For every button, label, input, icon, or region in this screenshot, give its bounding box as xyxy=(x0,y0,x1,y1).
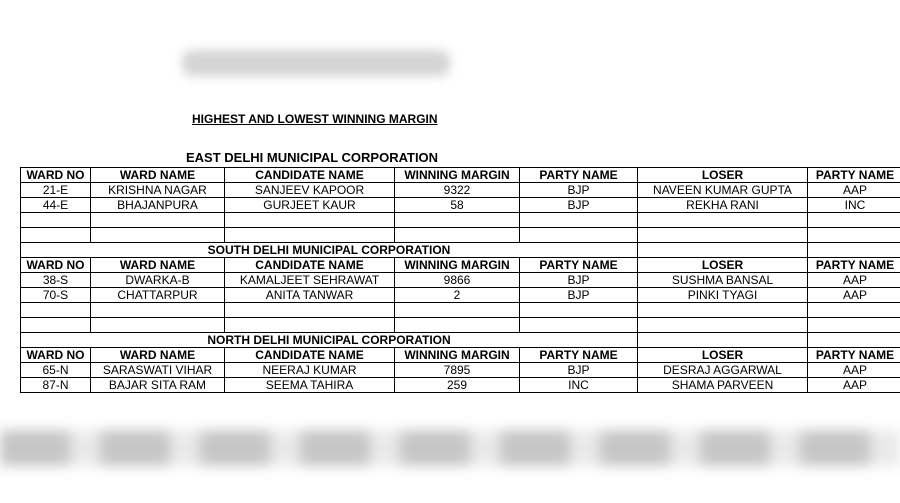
table-cell xyxy=(808,318,900,333)
table-cell xyxy=(21,228,91,243)
table-cell: 2 xyxy=(395,288,520,303)
column-header: LOSER xyxy=(638,258,808,273)
table-cell xyxy=(225,228,395,243)
table-cell: SUSHMA BANSAL xyxy=(638,273,808,288)
table-row xyxy=(21,273,900,288)
page-title: HIGHEST AND LOWEST WINNING MARGIN xyxy=(192,112,438,126)
header-row xyxy=(21,258,900,273)
table-cell: INC xyxy=(520,378,638,393)
table-cell: 58 xyxy=(395,198,520,213)
column-header: WARD NO xyxy=(21,168,91,183)
table-cell: GURJEET KAUR xyxy=(225,198,395,213)
table-cell xyxy=(225,318,395,333)
table-cell xyxy=(808,213,900,228)
table-cell xyxy=(91,213,225,228)
table-cell xyxy=(808,228,900,243)
column-header: LOSER xyxy=(638,348,808,363)
table-cell xyxy=(808,333,900,348)
header-row xyxy=(21,348,900,363)
table-cell: REKHA RANI xyxy=(638,198,808,213)
table-cell: AAP xyxy=(808,378,900,393)
column-header: PARTY NAME xyxy=(520,348,638,363)
table-cell: 44-E xyxy=(21,198,91,213)
table-row xyxy=(21,198,900,213)
section-heading: NORTH DELHI MUNICIPAL CORPORATION xyxy=(21,333,638,348)
column-header: WINNING MARGIN xyxy=(395,168,520,183)
table-cell xyxy=(520,318,638,333)
column-header: PARTY NAME xyxy=(520,258,638,273)
table-cell: SANJEEV KAPOOR xyxy=(225,183,395,198)
table-cell: 87-N xyxy=(21,378,91,393)
table-row xyxy=(21,378,900,393)
column-header: WINNING MARGIN xyxy=(395,348,520,363)
table-cell: BJP xyxy=(520,273,638,288)
table-cell xyxy=(638,318,808,333)
table-cell xyxy=(395,228,520,243)
table-cell: DESRAJ AGGARWAL xyxy=(638,363,808,378)
empty-row xyxy=(21,213,900,228)
table-cell: BJP xyxy=(520,198,638,213)
column-header: PARTY NAME xyxy=(520,168,638,183)
table-cell: NEERAJ KUMAR xyxy=(225,363,395,378)
winning-margin-table xyxy=(20,167,900,393)
table-cell: AAP xyxy=(808,273,900,288)
table-cell: BJP xyxy=(520,183,638,198)
table-cell xyxy=(638,243,808,258)
table-cell xyxy=(225,303,395,318)
section-heading: SOUTH DELHI MUNICIPAL CORPORATION xyxy=(21,243,638,258)
table-cell xyxy=(395,213,520,228)
table-cell xyxy=(395,303,520,318)
table-cell: BHAJANPURA xyxy=(91,198,225,213)
column-header: CANDIDATE NAME xyxy=(225,168,395,183)
table-cell xyxy=(395,318,520,333)
column-header: WARD NO xyxy=(21,258,91,273)
table-cell xyxy=(520,213,638,228)
section-title-row xyxy=(21,333,900,348)
table-cell: SHAMA PARVEEN xyxy=(638,378,808,393)
table-cell: NAVEEN KUMAR GUPTA xyxy=(638,183,808,198)
table-cell: 65-N xyxy=(21,363,91,378)
table-cell xyxy=(91,228,225,243)
table-cell: SEEMA TAHIRA xyxy=(225,378,395,393)
table-cell xyxy=(638,228,808,243)
table-cell: KRISHNA NAGAR xyxy=(91,183,225,198)
table-cell xyxy=(808,243,900,258)
section-title-row xyxy=(21,243,900,258)
table-row xyxy=(21,288,900,303)
section-heading-east: EAST DELHI MUNICIPAL CORPORATION xyxy=(186,150,439,165)
header-row xyxy=(21,168,900,183)
table-cell: DWARKA-B xyxy=(91,273,225,288)
table-cell xyxy=(520,228,638,243)
table-cell: 7895 xyxy=(395,363,520,378)
table-cell: ANITA TANWAR xyxy=(225,288,395,303)
table-row xyxy=(21,183,900,198)
column-header: PARTY NAME xyxy=(808,258,900,273)
table-cell: 259 xyxy=(395,378,520,393)
column-header: PARTY NAME xyxy=(808,348,900,363)
column-header: WARD NAME xyxy=(91,348,225,363)
column-header: WARD NAME xyxy=(91,258,225,273)
table-cell: 9866 xyxy=(395,273,520,288)
table-cell: 9322 xyxy=(395,183,520,198)
table-cell: BAJAR SITA RAM xyxy=(91,378,225,393)
table-cell: BJP xyxy=(520,288,638,303)
blurred-header-text xyxy=(182,50,450,76)
column-header: PARTY NAME xyxy=(808,168,900,183)
column-header: WINNING MARGIN xyxy=(395,258,520,273)
table-cell xyxy=(520,303,638,318)
column-header: LOSER xyxy=(638,168,808,183)
empty-row xyxy=(21,303,900,318)
table-cell xyxy=(638,303,808,318)
table-cell: PINKI TYAGI xyxy=(638,288,808,303)
table-cell: 21-E xyxy=(21,183,91,198)
table-cell xyxy=(91,318,225,333)
empty-row xyxy=(21,318,900,333)
table-cell: AAP xyxy=(808,288,900,303)
column-header: CANDIDATE NAME xyxy=(225,258,395,273)
table-cell xyxy=(21,318,91,333)
table-cell xyxy=(808,303,900,318)
table-cell xyxy=(21,303,91,318)
column-header: WARD NAME xyxy=(91,168,225,183)
table-cell xyxy=(638,333,808,348)
table-cell: AAP xyxy=(808,183,900,198)
column-header: WARD NO xyxy=(21,348,91,363)
table-cell: AAP xyxy=(808,363,900,378)
empty-row xyxy=(21,228,900,243)
table-cell: KAMALJEET SEHRAWAT xyxy=(225,273,395,288)
table-row xyxy=(21,363,900,378)
table-cell: 70-S xyxy=(21,288,91,303)
table-cell xyxy=(21,213,91,228)
blurred-footer xyxy=(0,430,900,466)
table-cell: 38-S xyxy=(21,273,91,288)
table-cell: BJP xyxy=(520,363,638,378)
table-cell: INC xyxy=(808,198,900,213)
table-cell xyxy=(225,213,395,228)
column-header: CANDIDATE NAME xyxy=(225,348,395,363)
table-cell: SARASWATI VIHAR xyxy=(91,363,225,378)
table-cell xyxy=(638,213,808,228)
table-cell xyxy=(91,303,225,318)
table-cell: CHATTARPUR xyxy=(91,288,225,303)
